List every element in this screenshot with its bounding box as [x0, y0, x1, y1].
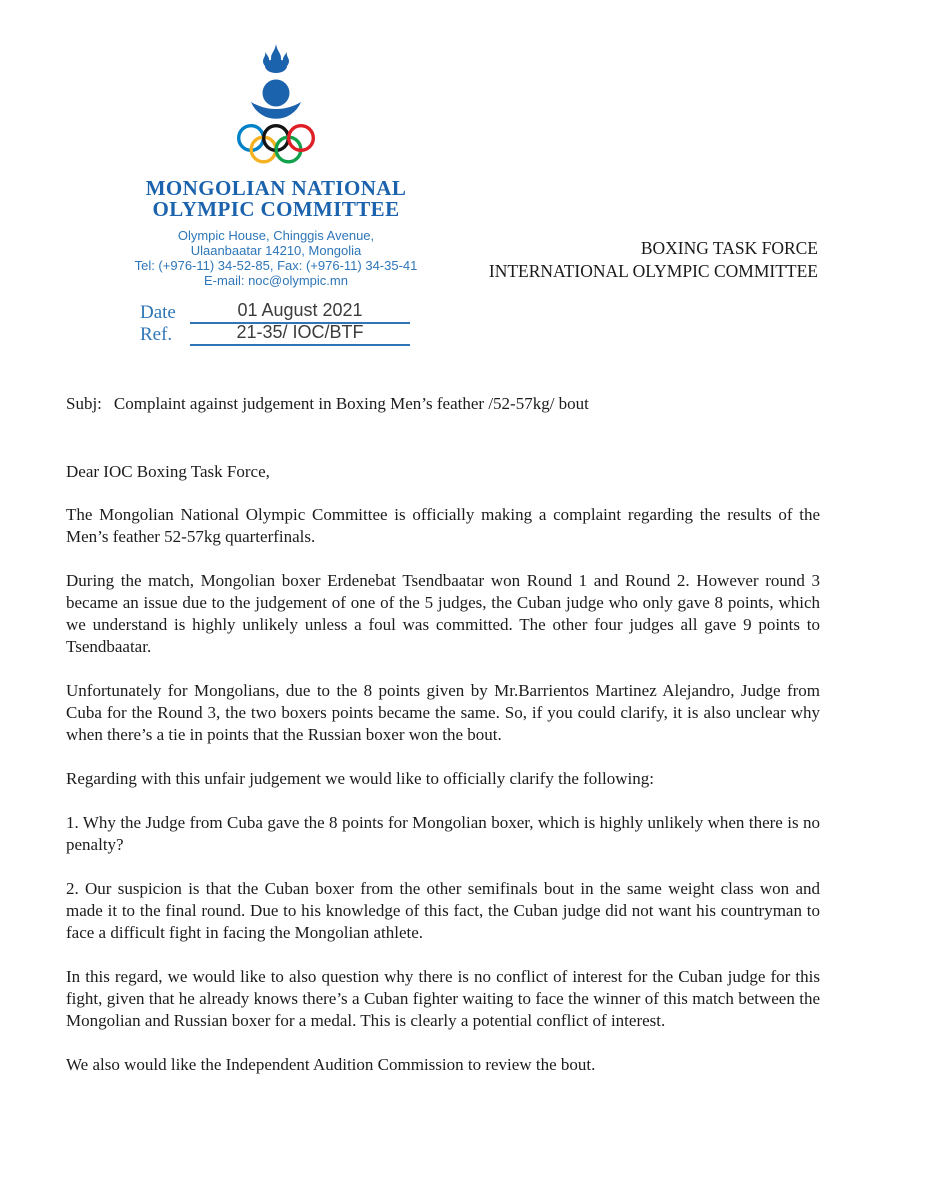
body-paragraph-6: 2. Our suspicion is that the Cuban boxer from the other semifinals bout in the same weight class won and made it to the final round. Due to his knowledge of this fact, the Cuban judge did not want his countryman to face a difficult fight in facing the Mongolian athlete. — [66, 879, 820, 942]
subject-label: Subj: — [66, 394, 102, 413]
body-paragraph-7: In this regard, we would like to also question why there is no conflict of interest for the Cuban judge for this fight, given that he already knows there’s a Cuban fighter waiting to face the winner of this match between the Mongolian and Russian boxer for a medal. This is clearly a potential conflict of interest. — [66, 967, 820, 1030]
soyombo-sun — [263, 80, 290, 107]
body-paragraph-3: Unfortunately for Mongolians, due to the 8 points given by Mr.Barrientos Martinez Alejandro, Judge from Cuba for the Round 3, the two boxers points became the same. So, if you could clarify, it is also unclear why when there’s a tie in points that the Russian boxer won the bout. — [66, 681, 820, 744]
letterhead — [130, 42, 422, 346]
date-row — [140, 302, 410, 324]
org-name-line-2: OLYMPIC COMMITTEE — [152, 197, 400, 221]
body-paragraph-1: The Mongolian National Olympic Committee is officially making a complaint regarding the results of the Men’s feather 52-57kg quarterfinals. — [66, 505, 820, 546]
mongolian-noc-logo-icon — [221, 42, 331, 166]
recipient-block — [489, 237, 818, 283]
address-line: E-mail: noc@olympic.mn — [204, 273, 348, 288]
soyombo-flame — [263, 44, 289, 73]
address-line: Olympic House, Chinggis Avenue, — [177, 228, 375, 243]
org-name — [130, 178, 422, 220]
subject-text: Complaint against judgement in Boxing Men’s feather /52-57kg/ bout — [113, 394, 589, 413]
ref-row — [140, 324, 410, 346]
ref-value: 21-35/ IOC/BTF — [190, 322, 410, 346]
recipient-line-1: BOXING TASK FORCE — [640, 238, 818, 258]
address-line: Tel: (+976-11) 34-52-85, Fax: (+976-11) 34-35-41 — [134, 258, 418, 273]
date-value: 01 August 2021 — [190, 300, 410, 324]
body-paragraph-5: 1. Why the Judge from Cuba gave the 8 points for Mongolian boxer, which is highly unlikely when there is no penalty? — [66, 813, 820, 854]
ref-label: Ref. — [140, 324, 173, 345]
org-name-line-1: MONGOLIAN NATIONAL — [145, 176, 407, 200]
date-label: Date — [140, 302, 176, 323]
body-paragraph-4: Regarding with this unfair judgement we would like to officially clarify the following: — [66, 769, 654, 788]
body-paragraph-8: We also would like the Independent Audition Commission to review the bout. — [66, 1055, 596, 1074]
recipient-line-2: INTERNATIONAL OLYMPIC COMMITTEE — [488, 261, 818, 281]
org-address — [130, 228, 422, 288]
salutation: Dear IOC Boxing Task Force, — [66, 462, 270, 481]
subject-line — [66, 393, 820, 415]
letter-body — [66, 393, 820, 1076]
body-paragraph-2: During the match, Mongolian boxer Erdenebat Tsendbaatar won Round 1 and Round 2. However round 3 became an issue due to the judgement of one of the 5 judges, the Cuban judge who only gave 8 points, which we understand is highly unlikely unless a foul was committed. The other four judges all gave 9 points to Tsendbaatar. — [66, 571, 820, 656]
address-line: Ulaanbaatar 14210, Mongolia — [190, 243, 362, 258]
date-ref-block — [140, 302, 410, 346]
olympic-rings-icon — [239, 126, 314, 162]
